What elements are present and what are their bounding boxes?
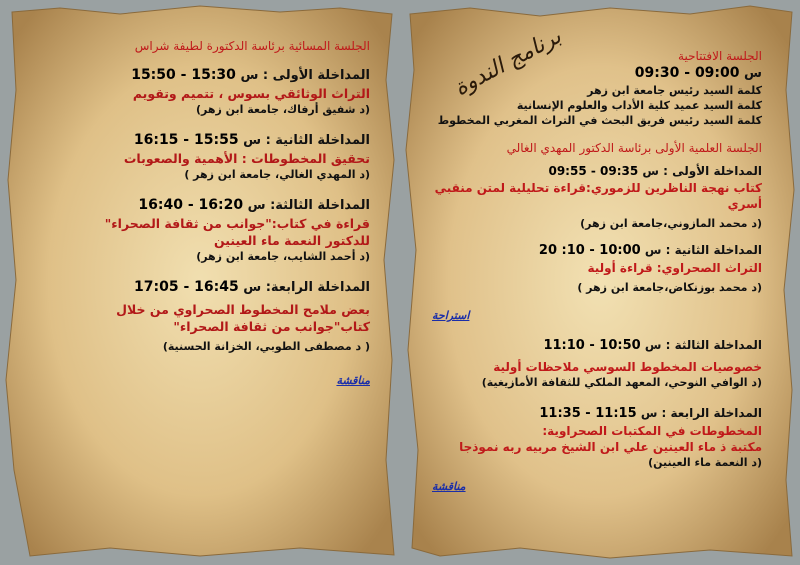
talk-label: المداخلة الرابعة: س xyxy=(243,280,370,295)
talk-speaker: (د أحمد الشايب، جامعة ابن زهر) xyxy=(196,250,370,263)
opening-line: كلمة السيد رئيس فريق البحث في التراث المغربي المخطوط xyxy=(437,114,762,127)
talk-label: المداخلة الأولى : س xyxy=(240,68,370,83)
talk-title: تحقيق المخطوطات : الأهمية والصعوبات xyxy=(123,151,370,166)
talk-title: التراث الوثائقي بسوس ، تتميم وتقويم xyxy=(132,86,370,101)
talk-heading xyxy=(80,131,370,150)
talk-title-line2: مكتبة ذ ماء العينين علي ابن الشيخ مربيه ربه نموذجا xyxy=(459,440,762,454)
opening-line: كلمة السيد عميد كلية الأداب والعلوم الإنسانية xyxy=(516,99,762,112)
talk-label: المداخلة الثالثة: س xyxy=(247,198,370,213)
talk-speaker: (د المهدي الغالي، جامعة ابن زهر ) xyxy=(184,168,370,181)
talk-label: المداخلة الرابعة : س xyxy=(640,406,762,420)
discussion-label: مناقشة xyxy=(432,480,466,493)
time-prefix: س xyxy=(744,66,762,81)
talk-time: 15:30 - 15:50 xyxy=(131,67,236,83)
discussion-label: مناقشة xyxy=(336,374,370,387)
talk-block xyxy=(80,131,370,182)
talk-time: 10:50 - 11:10 xyxy=(543,338,641,353)
talk-heading xyxy=(432,336,762,355)
talk-title: قراءة في كتاب:"جوانب من ثقافة الصحراء" xyxy=(104,216,370,231)
talk-heading xyxy=(80,196,370,215)
talk-block xyxy=(432,162,762,231)
talk-time: 16:45 - 17:05 xyxy=(134,279,239,295)
talk-heading xyxy=(432,404,762,423)
program-title: برنامج الندوة xyxy=(450,24,566,102)
talk-speaker: ( د مصطفى الطوبي، الخزانة الحسنية) xyxy=(162,340,370,353)
talk-block xyxy=(80,66,370,117)
talk-speaker: (د محمد بوزنكاض،جامعة ابن زهر ) xyxy=(577,281,762,294)
talk-block xyxy=(432,336,762,390)
break-label: استراحة xyxy=(432,309,470,322)
talk-heading xyxy=(432,241,762,260)
talk-title: كتاب نهجة الناظرين للزموري:قراءة تحليلية لمتن منقبي أسري xyxy=(434,181,762,211)
talk-title: التراث الصحراوي: قراءة أولية xyxy=(587,261,762,275)
talk-label: المداخلة الأولى : س xyxy=(642,164,762,178)
talk-title: المخطوطات في المكتبات الصحراوية: xyxy=(542,424,762,438)
talk-block xyxy=(432,404,762,470)
talk-speaker: (د النعمة ماء العينين) xyxy=(648,456,762,469)
talk-label: المداخلة الثانية : س xyxy=(644,243,762,257)
talk-title: بعض ملامح المخطوط الصحراوي من خلال xyxy=(116,302,370,317)
right-content xyxy=(432,48,762,504)
talk-title: خصوصيات المخطوط السوسي ملاحظات أولية xyxy=(493,360,762,374)
talk-block xyxy=(80,196,370,264)
talk-speaker: (د الوافي النوحي، المعهد الملكي للثقافة الأمازيغية) xyxy=(481,376,762,389)
talk-speaker: (د شفيق أرفاك، جامعة ابن زهر) xyxy=(195,103,370,116)
talk-time: 15:55 - 16:15 xyxy=(133,132,239,148)
talk-heading xyxy=(432,162,762,180)
right-page xyxy=(400,0,800,565)
talk-title-line2: للدكتور النعمة ماء العينين xyxy=(214,233,370,248)
talk-block xyxy=(80,278,370,354)
talk-time: 11:15 - 11:35 xyxy=(539,406,637,421)
talk-time: 16:20 - 16:40 xyxy=(138,197,244,213)
talk-time: 09:35 - 09:55 xyxy=(548,164,639,178)
opening-line: كلمة السيد رئيس جامعة ابن زهر xyxy=(587,84,762,97)
scientific-session-title: الجلسة العلمية الأولى برئاسة الدكتور المهدي الغالي xyxy=(506,141,762,155)
talk-speaker: (د محمد المازوني،جامعة ابن زهر) xyxy=(580,217,762,230)
talk-block xyxy=(432,241,762,295)
left-content xyxy=(80,38,370,398)
evening-session-title: الجلسة المسائية برئاسة الدكتورة لطيفة شراس xyxy=(134,39,370,53)
talk-time: 10:00 - 10: 20 xyxy=(538,243,641,258)
talk-heading xyxy=(80,278,370,297)
talk-time: 09:00 - 09:30 xyxy=(634,65,740,81)
opening-session-title: الجلسة الافتتاحية xyxy=(678,49,762,63)
talk-label: المداخلة الثالثة : س xyxy=(644,338,762,352)
talk-heading xyxy=(80,66,370,85)
talk-title-line2: كتاب"جوانب من ثقافة الصحراء" xyxy=(173,319,370,334)
opening-time xyxy=(432,64,762,83)
talk-label: المداخلة الثانية : س xyxy=(243,133,370,148)
